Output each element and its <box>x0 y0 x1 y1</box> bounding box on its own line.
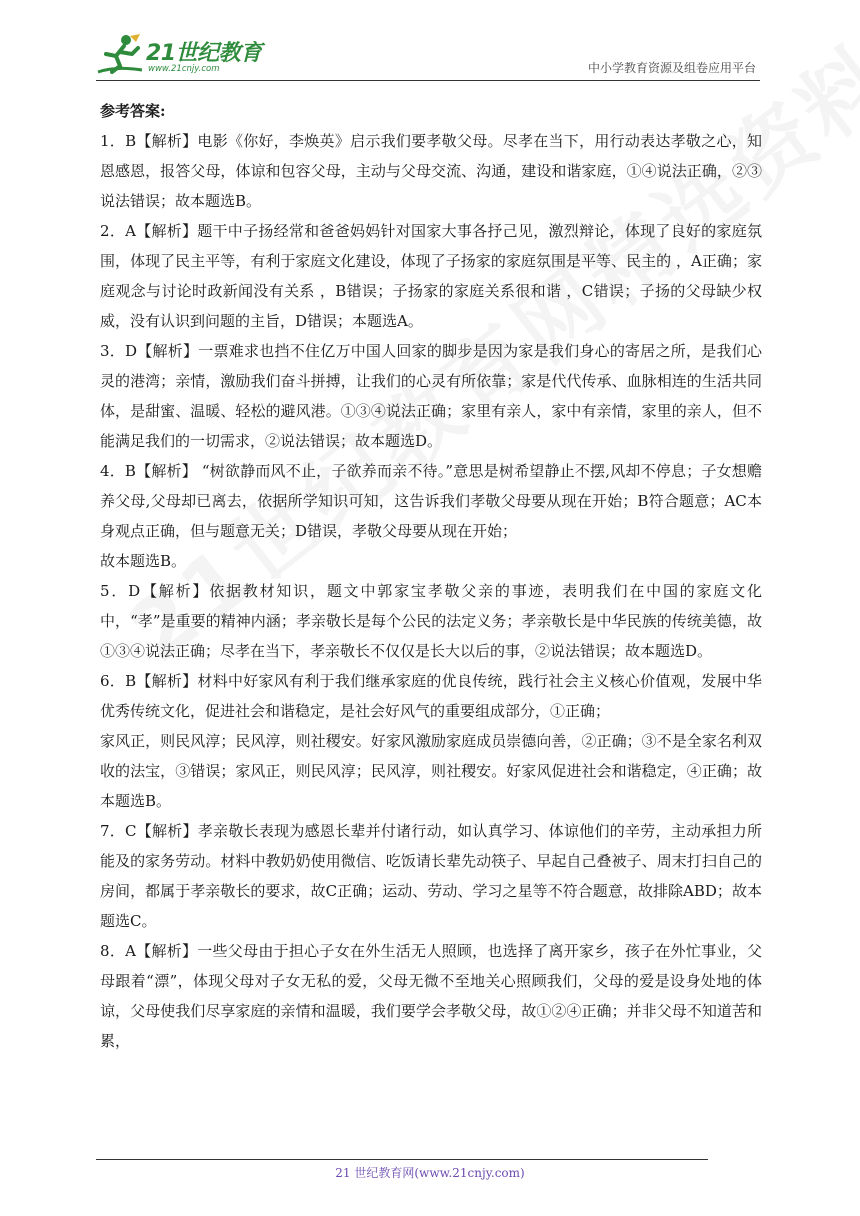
answer-paragraph: 4．B【解析】 “树欲静而风不止，子欲养而亲不待。”意思是树希望静止不摆,风却不停息；子女想赡养父母,父母却已离去，依据所学知识可知，这告诉我们孝敬父母要从现在开始；B符合题意；AC本身观点正确，但与题意无关；D错误，孝敬父母要从现在开始； <box>100 462 762 540</box>
answer-paragraph: 5．D【解析】依据教材知识，题文中郭家宝孝敬父亲的事迹，表明我们在中国的家庭文化中，“孝”是重要的精神内涵；孝亲敬长是每个公民的法定义务；孝亲敬长是中华民族的传统美德，故①③④说法正确；尽孝在当下，孝亲敬长不仅仅是长大以后的事，②说法错误；故本题选D。 <box>100 582 762 660</box>
answers-title: 参考答案: <box>100 102 166 120</box>
answer-paragraph: 7．C【解析】孝亲敬长表现为感恩长辈并付诸行动，如认真学习、体谅他们的辛劳，主动承担力所能及的家务劳动。材料中教奶奶使用微信、吃饭请长辈先动筷子、早起自己叠被子、周末打扫自己的房间，都属于孝亲敬长的要求，故C正确；运动、劳动、学习之星等不符合题意，故排除ABD；故本题选C。 <box>100 822 762 930</box>
answer-paragraph: 2．A【解析】题干中子扬经常和爸爸妈妈针对国家大事各抒己见，激烈辩论，体现了良好的家庭氛围，体现了民主平等，有利于家庭文化建设，体现了子扬家的家庭氛围是平等、民主的 ，A正确；家庭观念与讨论时政新闻没有关系 ，B错误；子扬家的家庭关系很和谐 ，C错误；子扬的父母缺少权威，没有认识到问题的主旨，D错误；本题选A。 <box>100 222 762 330</box>
logo-url: www.21cnjy.com <box>148 64 220 74</box>
platform-name: 中小学教育资源及组卷应用平台 <box>587 61 756 75</box>
answer-paragraph: 故本题选B。 <box>100 552 187 570</box>
answer-paragraph: 3．D【解析】一票难求也挡不住亿万中国人回家的脚步是因为家是我们身心的寄居之所，是我们心灵的港湾；亲情，激励我们奋斗拼搏，让我们的心灵有所依靠；家是代代传承、血脉相连的生活共同体，是甜蜜、温暖、轻松的避风港。①③④说法正确；家里有亲人，家中有亲情，家里的亲人，但不能满足我们的一切需求，②说法错误；故本题选D。 <box>100 342 762 450</box>
answer-paragraph: 8．A【解析】一些父母由于担心子女在外生活无人照顾，也选择了离开家乡，孩子在外忙事业，父母跟着“漂”，体现父母对子女无私的爱，父母无微不至地关心照顾我们，父母的爱是设身处地的体谅，父母使我们尽享家庭的亲情和温暖，我们要学会孝敬父母，故①②④正确；并非父母不知道苦和累， <box>100 942 762 1050</box>
answer-paragraph: 6．B【解析】材料中好家风有利于我们继承家庭的优良传统，践行社会主义核心价值观，发展中华优秀传统文化，促进社会和谐稳定，是社会好风气的重要组成部分，①正确； <box>100 672 762 720</box>
answer-paragraph: 家风正，则民风淳；民风淳，则社稷安。好家风激励家庭成员崇德向善，②正确；③不是全家名利双收的法宝，③错误；家风正，则民风淳；民风淳，则社稷安。好家风促进社会和谐稳定，④正确；故本题选B。 <box>100 732 762 810</box>
logo-text: 21世纪教育 <box>146 41 262 66</box>
page-header <box>96 22 760 81</box>
answer-content <box>100 96 762 1056</box>
page-footer: 21 世纪教育网(www.21cnjy.com) <box>335 1166 525 1180</box>
logo <box>96 32 266 78</box>
footer-divider <box>96 1159 708 1160</box>
runner-logo-icon <box>96 32 148 78</box>
answer-paragraph: 1．B【解析】电影《你好，李焕英》启示我们要孝敬父母。尽孝在当下，用行动表达孝敬之心，知恩感恩，报答父母，体谅和包容父母，主动与父母交流、沟通，建设和谐家庭，①④说法正确，②③说法错误；故本题选B。 <box>100 132 762 210</box>
